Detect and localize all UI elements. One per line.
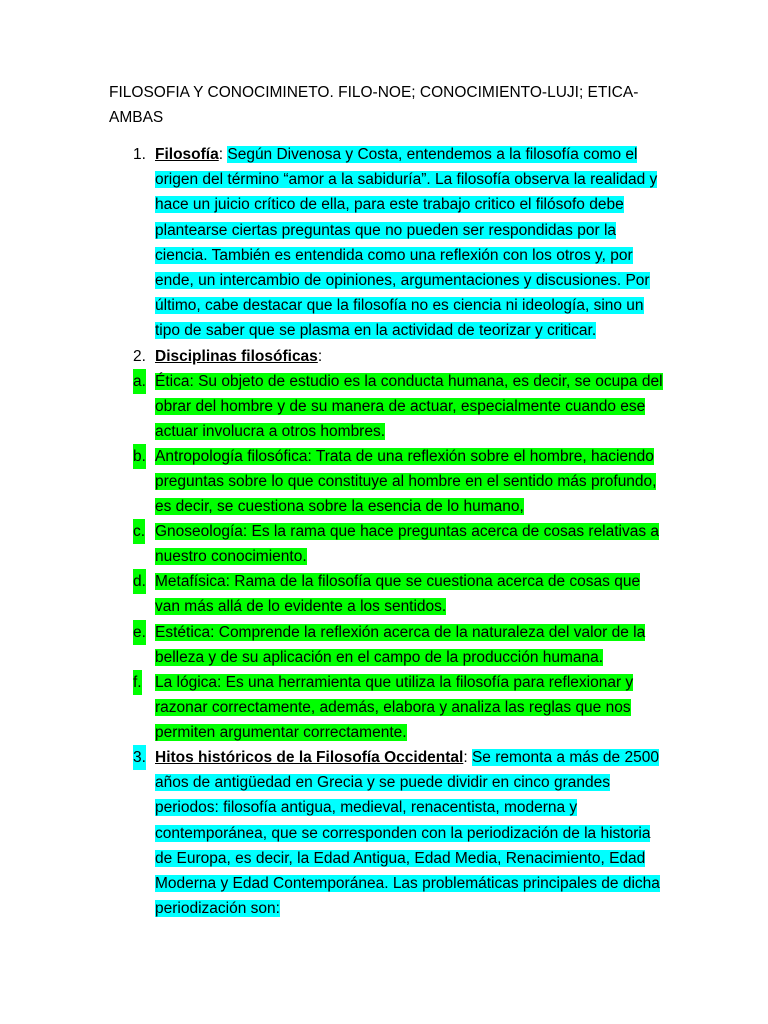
subitem-text: Metafísica: Rama de la filosofía que se cuestiona acerca de cosas que van más allá de lo evidente a los sentidos. bbox=[155, 573, 641, 616]
list-marker: 1. bbox=[133, 146, 146, 163]
item-body: Se remonta a más de 2500 años de antigüedad en Grecia y se puede dividir en cinco grandes periodos: filosofía antigua, medieval, renacentista, moderna y contemporánea, que se corresponden con la periodización de la historia de Europa, es decir, la Edad Antigua, Edad Media, Renacimiento, Edad Moderna y Edad Contemporánea. Las problemáticas principales de dicha periodización son: bbox=[155, 749, 660, 918]
subitem-text: La lógica: Es una herramienta que utiliza la filosofía para reflexionar y razonar correctamente, además, elabora y analiza las reglas que nos permiten argumentar correctamente. bbox=[155, 674, 634, 742]
subitem-marker: d. bbox=[133, 569, 146, 594]
subitem-marker: a. bbox=[133, 369, 146, 394]
list-item-text bbox=[155, 344, 665, 369]
list-marker: 3. bbox=[133, 745, 146, 770]
document-title: FILOSOFIA Y CONOCIMINETO. FILO-NOE; CONOCIMIENTO-LUJI; ETICA-AMBAS bbox=[109, 84, 639, 126]
subitem-text: Antropología filosófica: Trata de una reflexión sobre el hombre, haciendo preguntas sobre lo que constituye al hombre en el sentido más profundo, es decir, se cuestiona sobre la esencia de lo humano, bbox=[155, 448, 657, 516]
subitem-marker: e. bbox=[133, 620, 146, 645]
item-heading: Hitos históricos de la Filosofía Occidental bbox=[155, 749, 464, 766]
item-heading: Filosofía bbox=[155, 146, 219, 163]
list-marker: 2. bbox=[133, 348, 146, 365]
subitem-marker: c. bbox=[133, 519, 145, 544]
subitem-text: Estética: Comprende la reflexión acerca de la naturaleza del valor de la belleza y de su aplicación en el campo de la producción humana. bbox=[155, 624, 646, 667]
item-heading: Disciplinas filosóficas bbox=[155, 348, 318, 365]
subitem-text: Ética: Su objeto de estudio es la conducta humana, es decir, se ocupa del obrar del hombre y de su manera de actuar, especialmente cuando ese actuar involucra a otros hombres. bbox=[155, 373, 663, 441]
list-item-text bbox=[155, 745, 665, 921]
item-body: Según Divenosa y Costa, entendemos a la filosofía como el origen del término “amor a la sabiduría”. La filosofía observa la realidad y hace un juicio crítico de ella, para este trabajo critico el filósofo debe plantearse ciertas preguntas que no pueden ser respondidas por la ciencia. También es entendida como una reflexión con los otros y, por ende, un intercambio de opiniones, argumentaciones y discusiones. Por último, cabe destacar que la filosofía no es ciencia ni ideología, sino un tipo de saber que se plasma en la actividad de teorizar y criticar. bbox=[155, 146, 658, 340]
item-separator: : bbox=[317, 348, 323, 365]
subitem-text: Gnoseología: Es la rama que hace preguntas acerca de cosas relativas a nuestro conocimiento. bbox=[155, 523, 660, 566]
item-separator: : bbox=[463, 749, 472, 766]
subitem-marker: f. bbox=[133, 670, 142, 695]
subitem-marker: b. bbox=[133, 444, 146, 469]
item-separator: : bbox=[218, 146, 228, 163]
list-item-text bbox=[155, 142, 665, 344]
